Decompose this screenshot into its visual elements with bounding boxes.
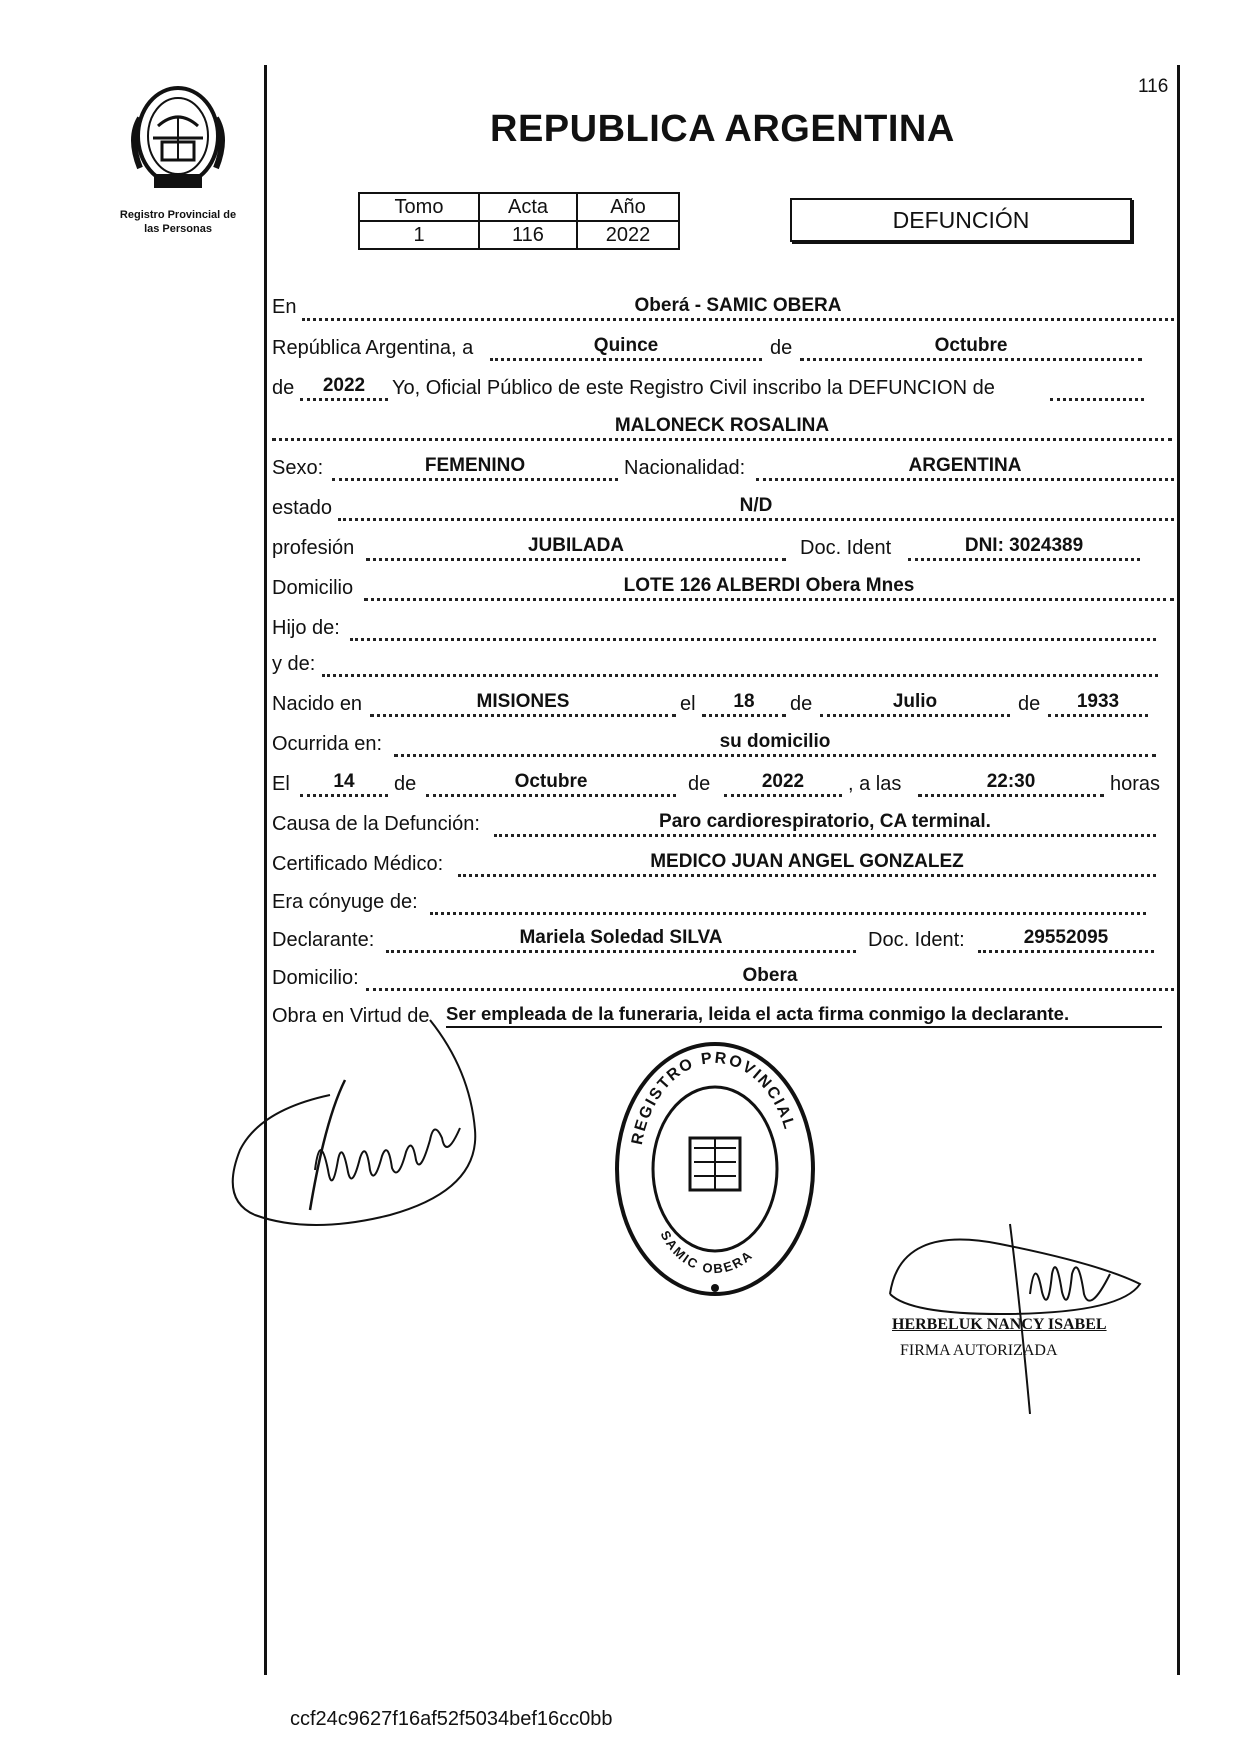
death-time: 22:30	[918, 770, 1104, 797]
doc-ident-label: Doc. Ident	[800, 537, 892, 559]
birth-day: 18	[702, 690, 786, 717]
causa-label: Causa de la Defunción:	[272, 813, 480, 835]
obra-value: Ser empleada de la funeraria, leida el acta firma conmigo la declarante.	[446, 1002, 1162, 1028]
acta-table	[358, 192, 680, 250]
yde-value	[322, 650, 1158, 677]
de-label-5: de	[394, 773, 417, 795]
month-value: Octubre	[800, 334, 1142, 361]
logo-caption-line1: Registro Provincial de	[119, 209, 237, 221]
sexo-value: FEMENINO	[332, 454, 618, 481]
decl-domicilio-label: Domicilio:	[272, 967, 359, 989]
de-label-1: de	[770, 337, 793, 359]
en-value: Oberá - SAMIC OBERA	[302, 294, 1174, 321]
signatory-name: HERBELUK NANCY ISABEL	[892, 1316, 1107, 1333]
el-label: el	[680, 693, 696, 715]
ocurrida-label: Ocurrida en:	[272, 733, 383, 755]
domicilio-label: Domicilio	[272, 577, 354, 599]
right-margin-line	[1177, 65, 1180, 1675]
decl-doc-value: 29552095	[978, 926, 1154, 953]
document-hash: ccf24c9627f16af52f5034bef16cc0bb	[290, 1708, 613, 1730]
en-label: En	[272, 296, 297, 318]
signatory-role: FIRMA AUTORIZADA	[900, 1342, 1058, 1359]
inscribo-filler	[1050, 374, 1144, 401]
certificado-label: Certificado Médico:	[272, 853, 444, 875]
day-value: Quince	[490, 334, 762, 361]
nacido-label: Nacido en	[272, 693, 363, 715]
ocurrida-value: su domicilio	[394, 730, 1156, 757]
acta-header: Acta	[479, 193, 577, 221]
estado-label: estado	[272, 497, 333, 519]
death-day: 14	[300, 770, 388, 797]
year-value: 2022	[300, 374, 388, 401]
birth-year: 1933	[1048, 690, 1148, 717]
anio-header: Año	[577, 193, 679, 221]
decl-domicilio-value: Obera	[366, 964, 1174, 991]
nacionalidad-label: Nacionalidad:	[624, 457, 746, 479]
anio-value: 2022	[577, 221, 679, 249]
page-number: 116	[1138, 76, 1169, 97]
yde-label: y de:	[272, 653, 316, 675]
page-title: REPUBLICA ARGENTINA	[490, 108, 955, 150]
birth-month: Julio	[820, 690, 1010, 717]
el-cap-label: El	[272, 773, 290, 795]
horas-label: horas	[1110, 773, 1161, 795]
declarante-value: Mariela Soledad SILVA	[386, 926, 856, 953]
decl-doc-label: Doc. Ident:	[868, 929, 965, 951]
declarant-signature	[220, 1010, 500, 1250]
inscribo-text: Yo, Oficial Público de este Registro Civil inscribo la DEFUNCION de	[392, 377, 995, 399]
deceased-name: MALONECK ROSALINA	[272, 414, 1172, 441]
tomo-header: Tomo	[359, 193, 479, 221]
obra-label: Obra en Virtud de	[272, 1005, 430, 1027]
logo-caption	[98, 208, 258, 236]
profesion-value: JUBILADA	[366, 534, 786, 561]
de-label-4: de	[1018, 693, 1041, 715]
nacionalidad-value: ARGENTINA	[756, 454, 1174, 481]
conyuge-label: Era cónyuge de:	[272, 891, 418, 913]
misiones-logo	[118, 78, 238, 193]
de-label-3: de	[790, 693, 813, 715]
svg-text:REGISTRO PROVINCIAL: REGISTRO PROVINCIAL	[628, 1049, 798, 1147]
republica-label: República Argentina, a	[272, 337, 474, 359]
authorized-signature	[880, 1214, 1160, 1414]
document-type-box: DEFUNCIÓN	[790, 198, 1132, 242]
hijo-label: Hijo de:	[272, 617, 340, 639]
left-margin-line	[264, 65, 267, 1675]
sexo-label: Sexo:	[272, 457, 324, 479]
conyuge-value	[430, 888, 1146, 915]
estado-value: N/D	[338, 494, 1174, 521]
death-year: 2022	[724, 770, 842, 797]
logo-caption-line2: las Personas	[144, 223, 212, 235]
hijo-value	[350, 614, 1156, 641]
death-month: Octubre	[426, 770, 676, 797]
de-label-2: de	[272, 377, 295, 399]
official-stamp	[610, 1038, 820, 1300]
alas-label: , a las	[848, 773, 902, 795]
certificado-value: MEDICO JUAN ANGEL GONZALEZ	[458, 850, 1156, 877]
de-label-6: de	[688, 773, 711, 795]
profesion-label: profesión	[272, 537, 355, 559]
nacido-value: MISIONES	[370, 690, 676, 717]
doc-ident-value: DNI: 3024389	[908, 534, 1140, 561]
domicilio-value: LOTE 126 ALBERDI Obera Mnes	[364, 574, 1174, 601]
acta-value: 116	[479, 221, 577, 249]
tomo-value: 1	[359, 221, 479, 249]
declarante-label: Declarante:	[272, 929, 375, 951]
causa-value: Paro cardiorespiratorio, CA terminal.	[494, 810, 1156, 837]
svg-text:SAMIC OBERA: SAMIC OBERA	[657, 1228, 757, 1277]
